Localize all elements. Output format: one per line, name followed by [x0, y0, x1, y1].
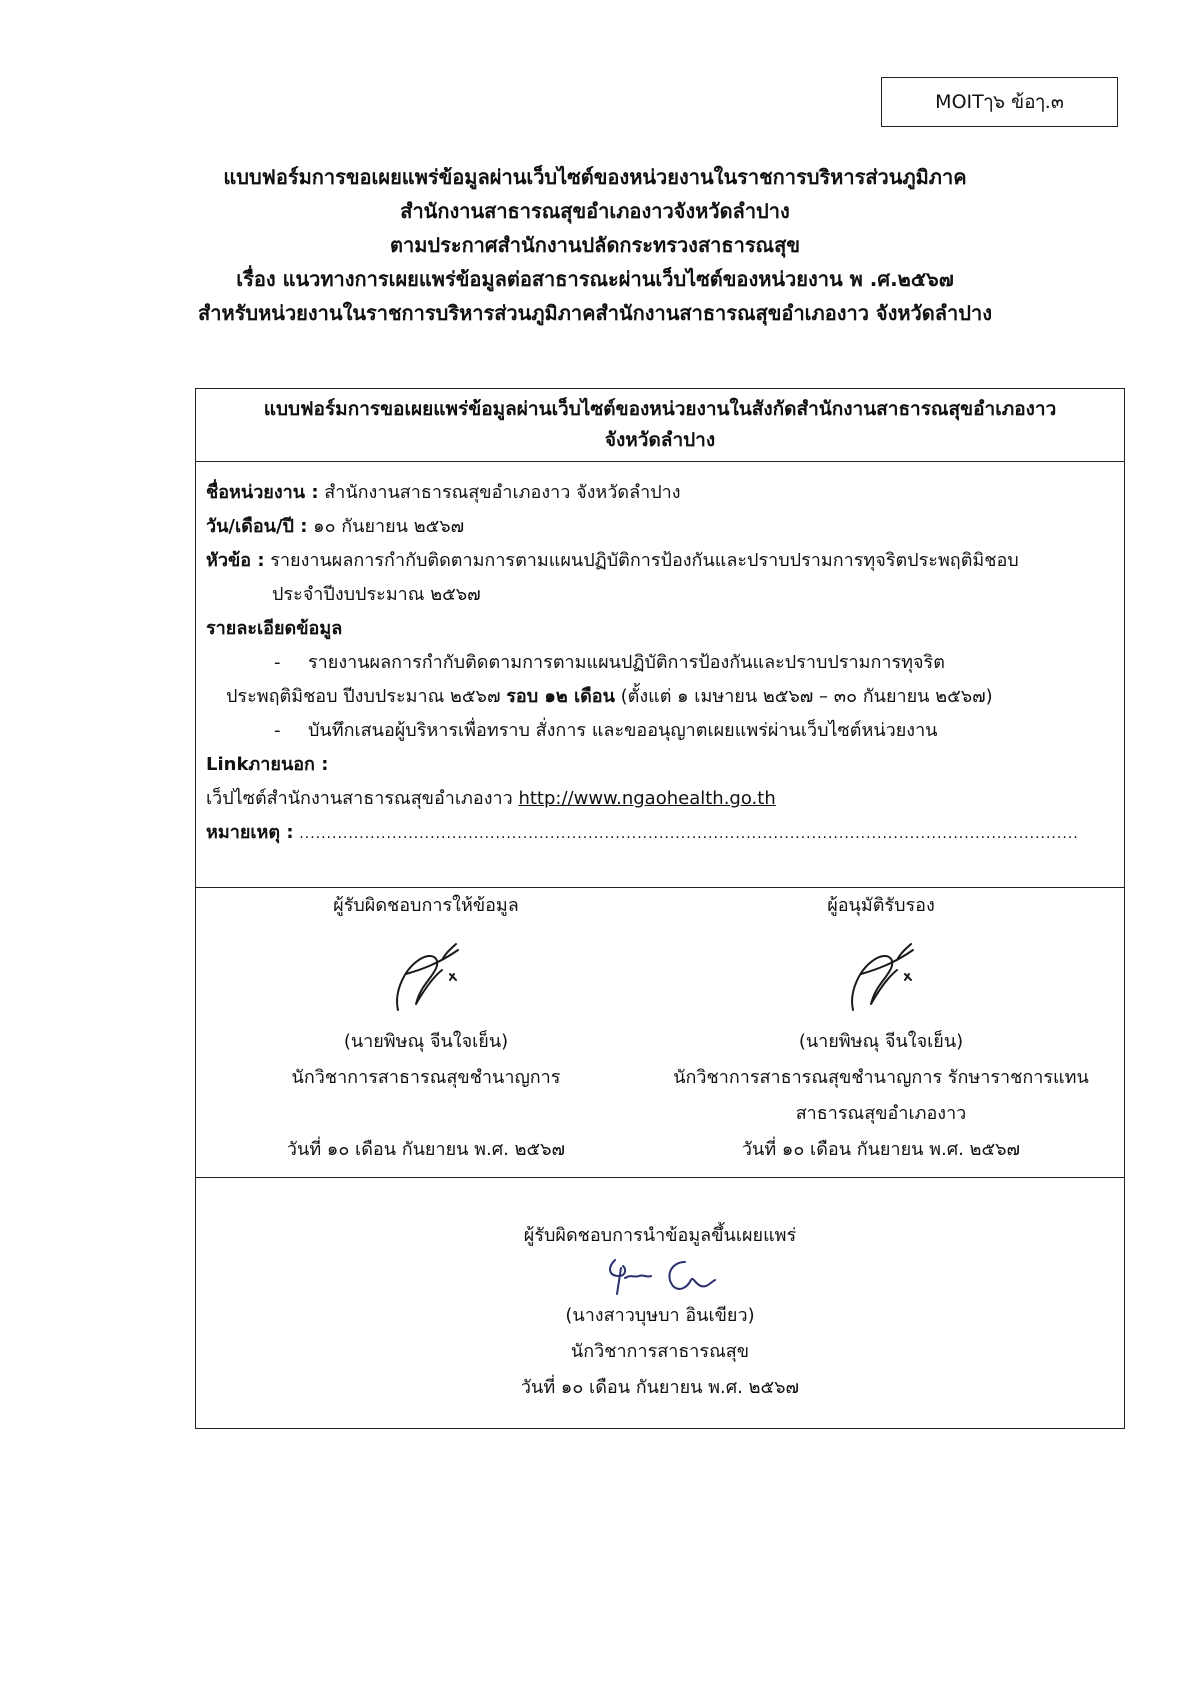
provider-date: วันที่ ๑๐ เดือน กันยายน พ.ศ. ๒๕๖๗ — [286, 1139, 566, 1160]
bullet-dash: - — [274, 652, 281, 673]
website-link[interactable]: http://www.ngaohealth.go.th — [518, 788, 776, 809]
approver-position-continuation: สาธารณสุขอำเภองาว — [795, 1103, 967, 1124]
unit-label: ชื่อหน่วยงาน : — [206, 482, 319, 503]
bullet-1-cont-c: (ตั้งแต่ ๑ เมษายน ๒๕๖๗ – ๓๐ กันยายน ๒๕๖๗) — [614, 686, 993, 707]
signature-image — [595, 1254, 725, 1298]
publisher-role: ผู้รับผิดชอบการนำข้อมูลขึ้นเผยแพร่ — [523, 1225, 797, 1246]
provider-role: ผู้รับผิดชอบการให้ข้อมูล — [333, 895, 519, 916]
form-title-line-1: แบบฟอร์มการขอเผยแพร่ข้อมูลผ่านเว็บไซต์ของหน่วยงานในสังกัดสำนักงานสาธารณสุขอำเภองาว — [263, 398, 1057, 420]
document-heading — [60, 160, 1130, 330]
topic-label: หัวข้อ : — [206, 550, 265, 571]
approver-date: วันที่ ๑๐ เดือน กันยายน พ.ศ. ๒๕๖๗ — [741, 1139, 1021, 1160]
publisher-position: นักวิชาการสาธารณสุข — [570, 1341, 750, 1362]
heading-line-5: สำหรับหน่วยงานในราชการบริหารส่วนภูมิภาคสำนักงานสาธารณสุขอำเภองาว จังหวัดลำปาง — [198, 301, 992, 325]
approver-signature-block — [646, 888, 1116, 1168]
document-code: MOITๅ๖ ข้อๅ.๓ — [935, 91, 1064, 113]
bullet-1-cont-a: ประพฤติมิชอบ ปีงบประมาณ ๒๕๖๗ — [226, 686, 507, 707]
approval-section — [196, 888, 1124, 1178]
date-value: ๑๐ กันยายน ๒๕๖๗ — [307, 516, 465, 537]
bullet-1-text: รายงานผลการกำกับติดตามการตามแผนปฏิบัติการป้องกันและปราบปรามการทุจริต — [308, 652, 945, 673]
detail-label: รายละเอียดข้อมูล — [206, 618, 343, 639]
bullet-1-cont-b: รอบ ๑๒ เดือน — [506, 686, 615, 707]
note-label: หมายเหตุ : — [206, 822, 294, 843]
form-title — [196, 389, 1124, 462]
unit-value: สำนักงานสาธารณสุขอำเภองาว จังหวัดลำปาง — [318, 482, 681, 503]
date-label: วัน/เดือน/ปี : — [206, 516, 308, 537]
detail-bullet-2 — [206, 714, 1114, 748]
note-row — [206, 816, 1114, 851]
provider-signature-block — [246, 888, 606, 1168]
heading-line-1: แบบฟอร์มการขอเผยแพร่ข้อมูลผ่านเว็บไซต์ของหน่วยงานในราชการบริหารส่วนภูมิภาค — [223, 165, 967, 189]
heading-line-2: สำนักงานสาธารณสุขอำเภองาวจังหวัดลำปาง — [400, 199, 790, 223]
bullet-2-text: บันทึกเสนอผู้บริหารเพื่อทราบ สั่งการ และขออนุญาตเผยแพร่ผ่านเว็บไซต์หน่วยงาน — [308, 720, 938, 741]
bullet-dash: - — [274, 720, 281, 741]
signature-image — [831, 930, 931, 1014]
form-title-line-2: จังหวัดลำปาง — [604, 429, 716, 451]
publisher-name: (นางสาวบุษบา อินเขียว) — [565, 1305, 755, 1326]
external-link-label: Linkภายนอก : — [206, 754, 329, 775]
publisher-date: วันที่ ๑๐ เดือน กันยายน พ.ศ. ๒๕๖๗ — [520, 1377, 800, 1398]
form-details-section — [196, 462, 1124, 888]
publisher-signature-block — [196, 1178, 1124, 1406]
detail-bullet-1 — [206, 646, 1114, 680]
document-code-box — [881, 77, 1118, 127]
topic-value: รายงานผลการกำกับติดตามการตามแผนปฏิบัติการป้องกันและปราบปรามการทุจริตประพฤติมิชอบ — [264, 550, 1019, 571]
website-text: เว็ปไซต์สำนักงานสาธารณสุขอำเภองาว — [206, 788, 519, 809]
heading-line-4: เรื่อง แนวทางการเผยแพร่ข้อมูลต่อสาธารณะผ่านเว็บไซต์ของหน่วยงาน พ .ศ.๒๕๖๗ — [236, 267, 954, 291]
topic-continuation: ประจำปีงบประมาณ ๒๕๖๗ — [272, 584, 481, 605]
date-row — [206, 510, 1114, 544]
detail-bullet-1-continuation — [206, 680, 1114, 714]
request-form-table — [195, 388, 1125, 1429]
signature-image — [376, 930, 476, 1014]
note-dots: ............................................................................................................................................... — [299, 826, 1079, 842]
website-row — [206, 782, 1114, 816]
provider-name: (นายพิษณุ จีนใจเย็น) — [343, 1031, 509, 1052]
approver-position: นักวิชาการสาธารณสุขชำนาญการ รักษาราชการแทน — [673, 1067, 1089, 1088]
approver-name: (นายพิษณุ จีนใจเย็น) — [798, 1031, 964, 1052]
heading-line-3: ตามประกาศสำนักงานปลัดกระทรวงสาธารณสุข — [389, 233, 800, 257]
provider-position: นักวิชาการสาธารณสุขชำนาญการ — [291, 1067, 561, 1088]
unit-row — [206, 476, 1114, 510]
approver-role: ผู้อนุมัติรับรอง — [827, 895, 935, 916]
topic-row — [206, 544, 1114, 578]
